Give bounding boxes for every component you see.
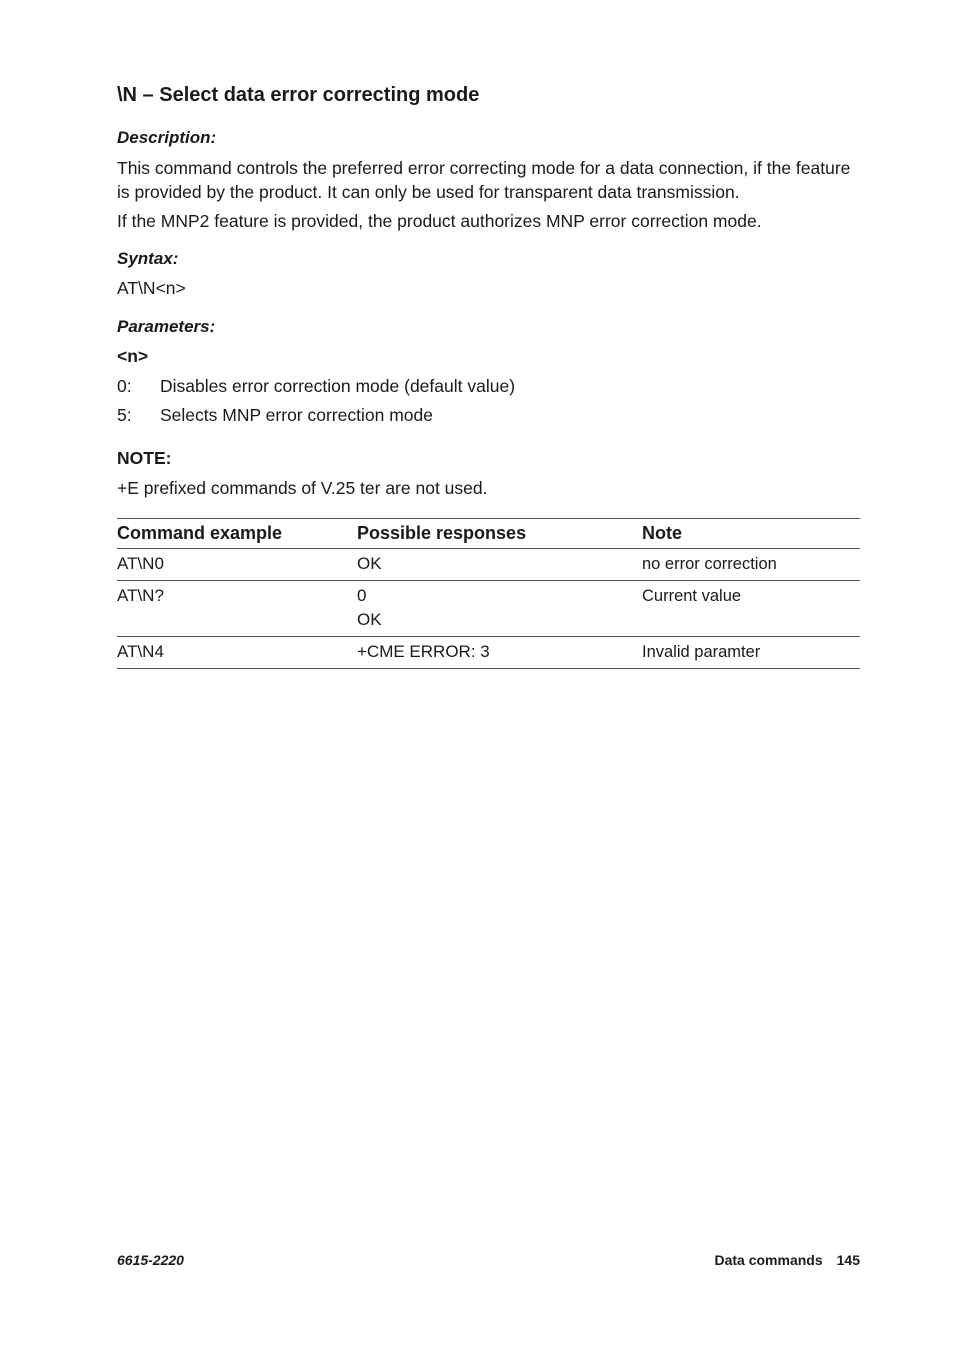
parameter-item: [117, 405, 433, 426]
parameter-name: <n>: [117, 346, 149, 366]
column-header-command: Command example: [117, 519, 357, 549]
command-cell: AT\N?: [117, 581, 357, 637]
note-label: NOTE:: [117, 448, 172, 468]
parameter-key: 0:: [117, 376, 132, 396]
response-cell: [357, 581, 642, 637]
parameter-key: 5:: [117, 405, 132, 425]
table-row: [117, 581, 860, 637]
note-text: +E prefixed commands of V.25 ter are not used.: [117, 478, 488, 498]
note-cell: Invalid paramter: [642, 637, 860, 669]
response-cell: [357, 549, 642, 581]
response-line: OK: [357, 554, 382, 573]
description-label: Description:: [117, 128, 217, 147]
footer-section: [714, 1252, 860, 1268]
parameter-text: Disables error correction mode (default value): [160, 376, 516, 396]
response-line: 0: [357, 586, 367, 605]
description-paragraph-2: If the MNP2 feature is provided, the product authorizes MNP error correction mode.: [117, 211, 762, 231]
syntax-label: Syntax:: [117, 249, 179, 268]
response-cell: [357, 637, 642, 669]
column-header-note: Note: [642, 519, 860, 549]
command-cell: AT\N4: [117, 637, 357, 669]
section-heading: \N – Select data error correcting mode: [117, 84, 480, 106]
command-cell: AT\N0: [117, 549, 357, 581]
description-paragraph-1: This command controls the preferred error correcting mode for a data connection, if the feature is provided by the product. It can only be used for transparent data transmission.: [117, 158, 851, 202]
table-header-row: [117, 519, 860, 549]
parameter-item: [117, 376, 515, 397]
parameters-label: Parameters:: [117, 317, 216, 336]
parameter-text: Selects MNP error correction mode: [160, 405, 433, 425]
command-example-table: [117, 518, 860, 669]
footer-doc-number: 6615-2220: [117, 1252, 184, 1268]
page-number: 145: [836, 1252, 860, 1268]
table-row: [117, 637, 860, 669]
table-row: [117, 549, 860, 581]
footer-section-title: Data commands: [714, 1252, 823, 1268]
column-header-responses: Possible responses: [357, 519, 642, 549]
response-line: OK: [357, 610, 382, 629]
note-cell: Current value: [642, 581, 860, 637]
response-line: +CME ERROR: 3: [357, 642, 490, 661]
syntax-value: AT\N<n>: [117, 278, 186, 298]
note-cell: no error correction: [642, 549, 860, 581]
